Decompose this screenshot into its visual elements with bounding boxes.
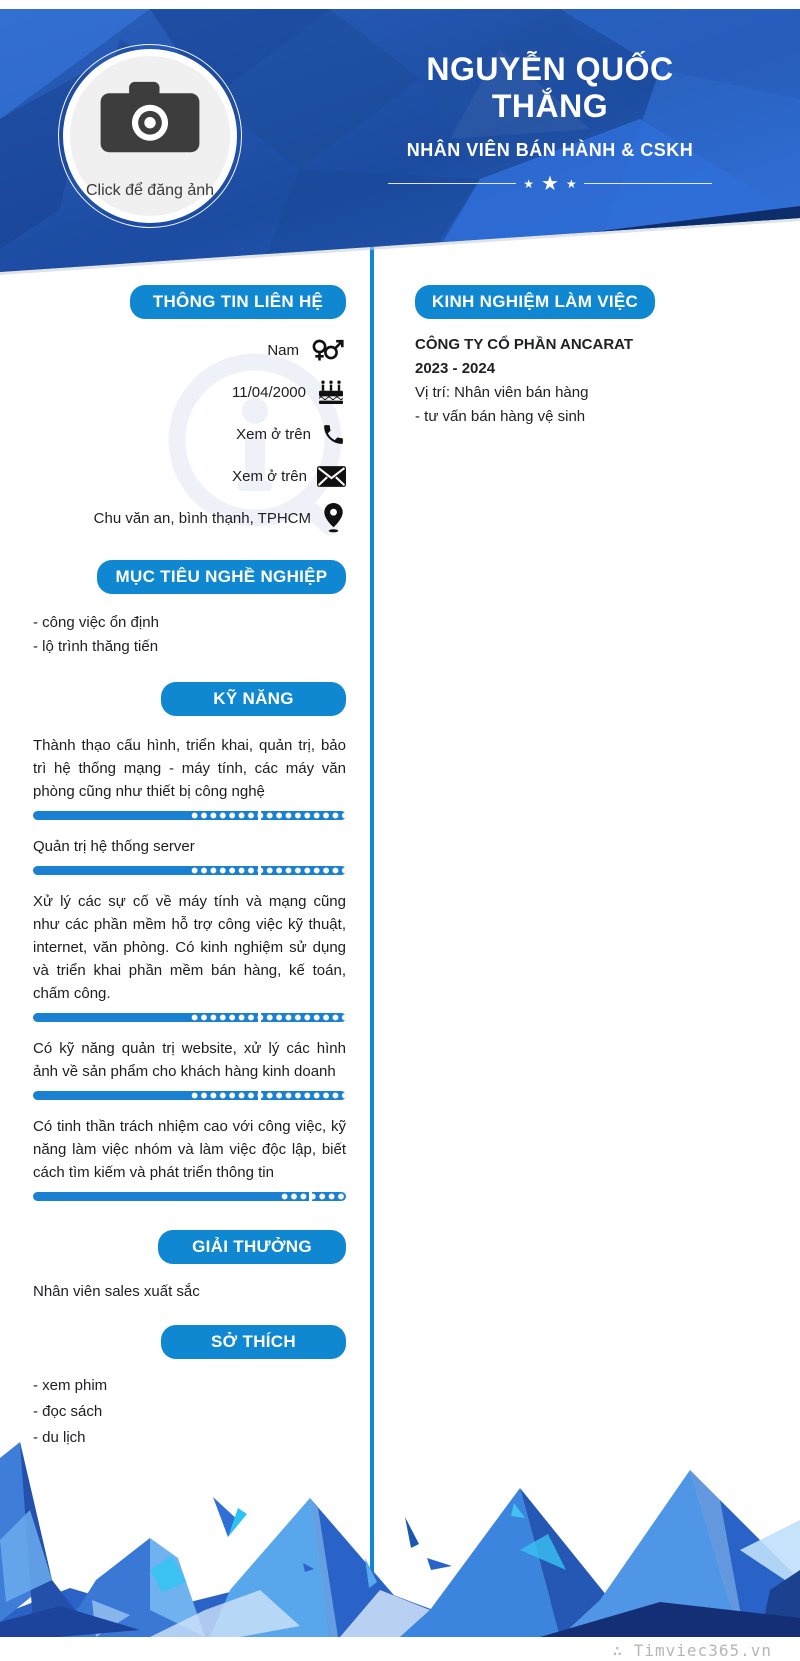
skill-progress-dots — [190, 811, 347, 820]
skill-progress-bar — [33, 1192, 346, 1201]
hobby-item[interactable]: - đọc sách — [33, 1403, 103, 1420]
skill-progress-dots — [190, 1013, 347, 1022]
phone-icon — [321, 422, 346, 447]
objective-item[interactable]: - công việc ổn định — [33, 614, 159, 631]
skill-progress-bar — [33, 866, 346, 875]
contact-value: Nam — [267, 341, 299, 359]
skill-progress-bar — [33, 811, 346, 820]
star-icon: ★ — [565, 176, 577, 191]
skill-text[interactable]: Thành thạo cấu hình, triển khai, quản trị, bảo trì hệ thống mạng - máy tính, các máy văn phòng cũng như thiết bị công nghệ — [33, 737, 346, 800]
footer-polygon-decoration — [0, 1430, 800, 1637]
contact-row-address[interactable] — [33, 497, 346, 539]
objective-list — [33, 611, 346, 659]
site-watermark: ∴ Timviec365.vn — [612, 1641, 772, 1660]
section-heading-hobbies: SỞ THÍCH — [161, 1325, 346, 1359]
objective-item[interactable]: - lộ trình thăng tiến — [33, 638, 159, 655]
experience-position[interactable]: Vị trí: Nhân viên bán hàng — [415, 384, 589, 401]
contact-value: Xem ở trên — [232, 467, 307, 485]
divider-line-left — [388, 183, 516, 185]
skill-text[interactable]: Xử lý các sự cố về máy tính và mạng cũng như các phần mềm hỗ trợ công việc kỹ thuật, internet, văn phòng. Có kinh nghiệm sử dụng và triển khai phần mềm bán hàng, kế toán, chấm công. — [33, 893, 346, 1002]
star-divider — [368, 174, 732, 194]
skill-text[interactable]: Quản trị hệ thống server — [33, 838, 195, 855]
skill-list — [33, 734, 346, 1201]
left-column — [33, 272, 346, 1451]
contact-value: 11/04/2000 — [232, 383, 306, 401]
section-heading-contact: THÔNG TIN LIÊN HỆ — [130, 285, 346, 319]
contact-value: Xem ở trên — [236, 425, 311, 443]
experience-entry — [415, 333, 760, 429]
star-icon: ★ — [523, 176, 535, 191]
birthday-cake-icon — [316, 379, 346, 405]
contact-value: Chu văn an, bình thạnh, TPHCM — [93, 509, 311, 527]
skill-progress-dots — [190, 866, 347, 875]
location-pin-icon — [321, 503, 346, 533]
experience-period[interactable]: 2023 - 2024 — [415, 360, 496, 377]
divider-line-right — [584, 183, 712, 185]
experience-company[interactable]: CÔNG TY CỔ PHẦN ANCARAT — [415, 336, 634, 353]
cv-header — [0, 9, 800, 275]
skill-progress-dots — [190, 1091, 347, 1100]
skill-progress-bar — [33, 1091, 346, 1100]
photo-upload-circle[interactable] — [63, 49, 237, 223]
skill-text[interactable]: Có kỹ năng quản trị website, xử lý các hình ảnh về sản phẩm cho khách hàng kinh doanh — [33, 1040, 346, 1080]
section-heading-objective: MỤC TIÊU NGHỀ NGHIỆP — [97, 560, 346, 594]
photo-upload-label: Click để đăng ảnh — [85, 182, 215, 199]
right-column — [415, 272, 760, 429]
column-divider — [370, 247, 374, 1593]
section-heading-experience: KINH NGHIỆM LÀM VIỆC — [415, 285, 655, 319]
section-heading-skills: KỸ NĂNG — [161, 682, 346, 716]
experience-detail[interactable]: - tư vấn bán hàng vệ sinh — [415, 408, 586, 425]
star-icon: ★ — [541, 172, 559, 195]
section-heading-awards: GIẢI THƯỞNG — [158, 1230, 346, 1264]
skill-progress-bar — [33, 1013, 346, 1022]
candidate-job-title[interactable]: NHÂN VIÊN BÁN HÀNH & CSKH — [406, 139, 694, 160]
email-icon — [317, 466, 346, 487]
contact-row-birthday[interactable] — [33, 371, 346, 413]
skill-progress-dots — [280, 1192, 346, 1201]
gender-icon — [309, 337, 346, 364]
skill-text[interactable]: Có tinh thần trách nhiệm cao với công việc, kỹ năng làm việc nhóm và làm việc độc lập, biết cách tìm kiếm và phát triển thông tin — [33, 1118, 346, 1181]
camera-icon — [93, 70, 207, 166]
hobby-item[interactable]: - xem phim — [33, 1377, 108, 1394]
contact-list — [33, 329, 346, 539]
contact-row-phone[interactable] — [33, 413, 346, 455]
award-item[interactable]: Nhân viên sales xuất sắc — [33, 1283, 200, 1300]
candidate-name[interactable]: NGUYỄN QUỐC THẮNG — [426, 51, 674, 124]
contact-row-email[interactable] — [33, 455, 346, 497]
header-title-block — [368, 51, 732, 194]
contact-row-gender[interactable] — [33, 329, 346, 371]
hobby-item[interactable]: - du lịch — [33, 1429, 86, 1446]
